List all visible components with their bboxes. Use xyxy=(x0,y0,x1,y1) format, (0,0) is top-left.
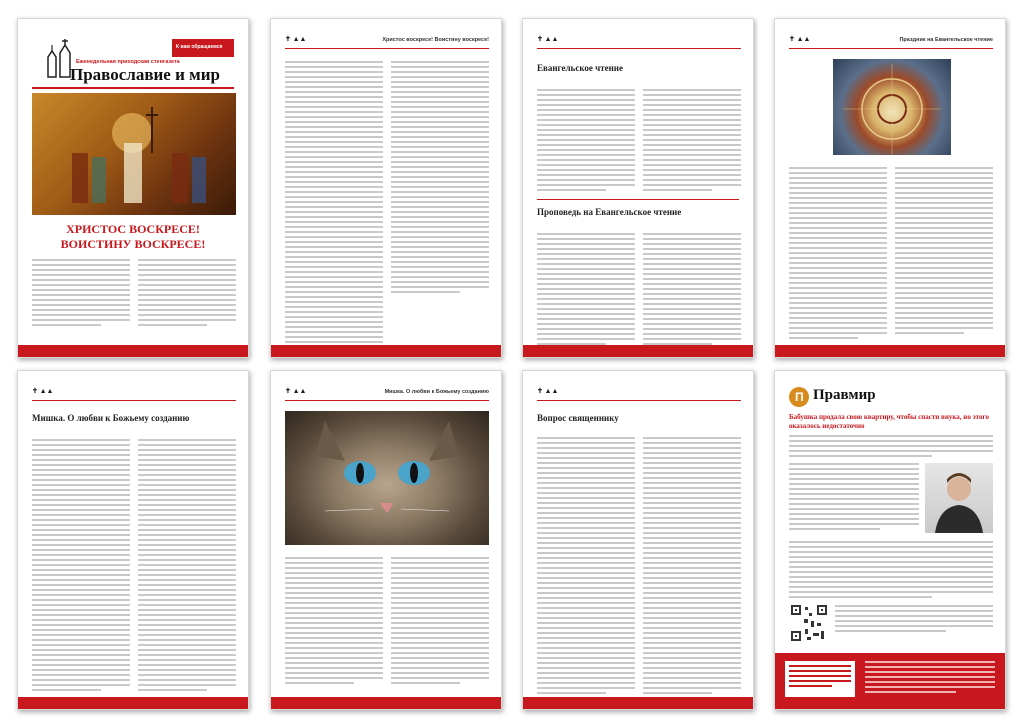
running-header xyxy=(32,387,236,405)
qr-side-text xyxy=(835,605,993,635)
cat-photo xyxy=(285,411,489,545)
pravmir-brand: Правмир xyxy=(813,387,876,403)
running-header-title: Праздник на Евангельское чтение xyxy=(899,37,993,43)
text-column-1 xyxy=(32,439,130,694)
running-header-title: Мишка. О любви к Божьему созданию xyxy=(384,389,489,395)
text-beside-photo xyxy=(789,463,919,533)
newspaper-title: Православие и мир xyxy=(70,65,220,84)
running-header-title: Христос воскресе! Воистину воскресе! xyxy=(382,37,489,43)
page-footer xyxy=(523,345,753,357)
cover-title-rule xyxy=(32,87,234,89)
section-rule xyxy=(537,199,739,200)
cover-text-col-2 xyxy=(138,259,236,329)
mini-logo-icon: ✝ ▲▲ xyxy=(537,35,559,43)
cover-text-col-1 xyxy=(32,259,130,329)
easter-greeting-1: ХРИСТОС ВОСКРЕСЕ! xyxy=(66,222,200,236)
sermon-col-2 xyxy=(643,233,741,348)
easter-greeting-2: ВОИСТИНУ ВОСКРЕСЕ! xyxy=(60,237,206,251)
text-column-2 xyxy=(391,61,489,296)
gospel-col-2 xyxy=(643,89,741,194)
page-footer xyxy=(523,697,753,709)
header-rule xyxy=(789,48,993,49)
headline: Бабушка продала свою квартиру, чтобы спасти внука, но этого оказалось недостаточно xyxy=(789,413,989,430)
page-footer xyxy=(271,345,501,357)
page-3 xyxy=(522,18,754,358)
article-heading: Мишка. О любви к Божьему созданию xyxy=(32,413,190,423)
text-column-1 xyxy=(285,557,383,687)
page-2 xyxy=(270,18,502,358)
page-footer xyxy=(18,345,248,357)
running-header xyxy=(285,35,489,53)
page-footer xyxy=(271,697,501,709)
badge-text: К вам обращаемся xyxy=(176,44,223,50)
dome-fresco-image xyxy=(833,59,951,155)
gospel-col-1 xyxy=(537,89,635,194)
page-5 xyxy=(17,370,249,710)
question-heading: Вопрос священнику xyxy=(537,413,619,423)
gospel-reading-heading: Евангельское чтение xyxy=(537,63,623,73)
page-7 xyxy=(522,370,754,710)
red-box-text xyxy=(865,661,995,696)
text-column-2 xyxy=(391,557,489,687)
text-column-2 xyxy=(643,437,741,697)
page-6 xyxy=(270,370,502,710)
header-rule xyxy=(537,400,741,401)
article-body xyxy=(789,541,993,601)
page-cover xyxy=(17,18,249,358)
header-rule xyxy=(537,48,741,49)
mini-logo-icon: ✝ ▲▲ xyxy=(789,35,811,43)
text-column-1 xyxy=(285,61,383,351)
header-rule xyxy=(285,400,489,401)
portrait-photo xyxy=(925,463,993,533)
sermon-col-1 xyxy=(537,233,635,348)
pravmir-red-box xyxy=(775,653,1005,709)
page-footer xyxy=(775,345,1005,357)
text-column-1 xyxy=(789,167,887,342)
sermon-heading: Проповедь на Евангельское чтение xyxy=(537,207,682,217)
pravmir-logo-icon: П xyxy=(789,387,809,407)
text-column-1 xyxy=(537,437,635,697)
mini-logo-icon: ✝ ▲▲ xyxy=(32,387,54,395)
mini-logo-icon: ✝ ▲▲ xyxy=(285,387,307,395)
resurrection-icon-image xyxy=(32,93,236,215)
qr-code xyxy=(789,603,829,643)
article-intro xyxy=(789,435,993,460)
red-box-white-panel xyxy=(785,661,855,697)
page-8 xyxy=(774,370,1006,710)
running-header xyxy=(285,387,489,405)
text-column-2 xyxy=(895,167,993,337)
mini-logo-icon: ✝ ▲▲ xyxy=(285,35,307,43)
header-rule xyxy=(32,400,236,401)
cover-badge xyxy=(172,39,234,57)
page-4 xyxy=(774,18,1006,358)
mini-logo-icon: ✝ ▲▲ xyxy=(537,387,559,395)
running-header xyxy=(537,35,741,53)
tagline: Еженедельная приходская стенгазета xyxy=(76,59,180,65)
page-footer xyxy=(18,697,248,709)
text-column-2 xyxy=(138,439,236,694)
running-header xyxy=(789,35,993,53)
header-rule xyxy=(285,48,489,49)
running-header xyxy=(537,387,741,405)
